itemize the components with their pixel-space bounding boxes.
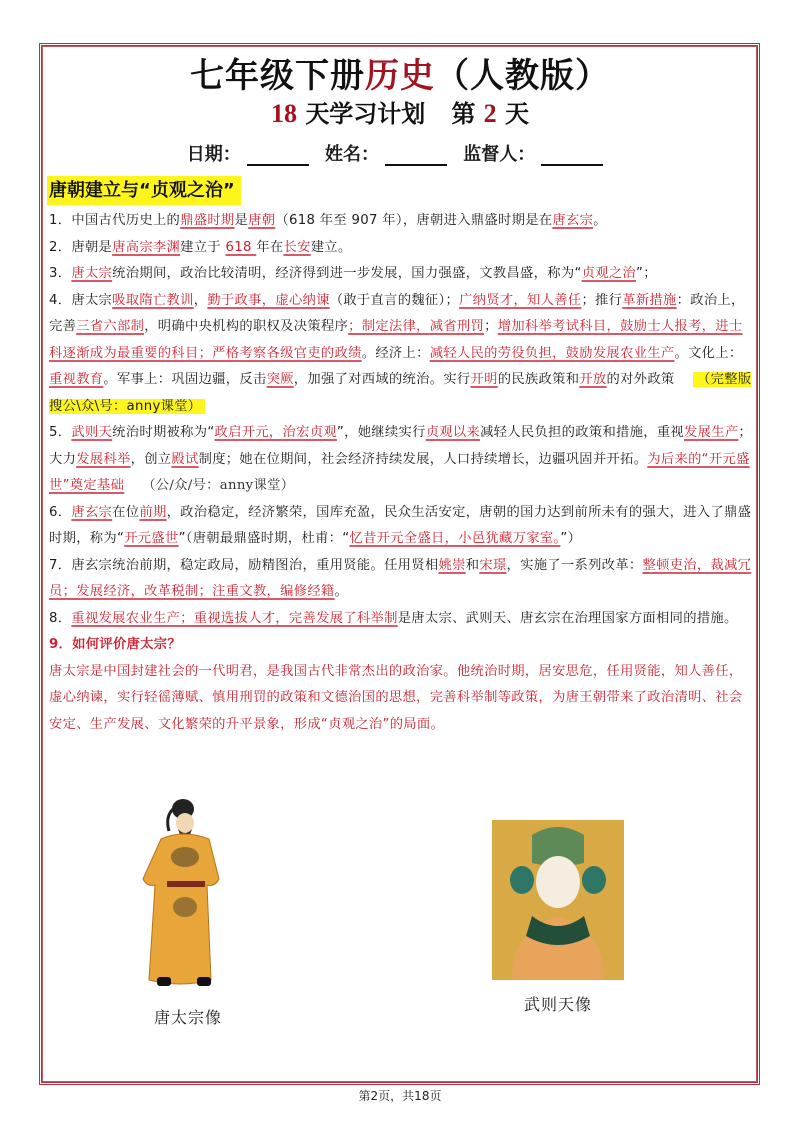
key-term: 618 xyxy=(225,239,257,255)
title-subject: 历史 xyxy=(365,56,435,96)
key-term: 重视教育 xyxy=(49,372,104,387)
key-term: 唐朝 xyxy=(248,213,276,228)
meta-line xyxy=(0,140,800,166)
item-8: 8．重视发展农业生产；重视选拔人才，完善发展了科举制是唐太宗、武则天、唐玄宗在治理国家方面相同的措施。 xyxy=(49,610,738,626)
key-term: 广纳贤才，知人善任 xyxy=(459,292,582,308)
key-term: 勤于政事，虚心纳谏 xyxy=(207,292,330,308)
key-term: 开放 xyxy=(579,372,607,387)
page-number: 第2页，共18页 xyxy=(358,1089,442,1103)
page-title xyxy=(0,48,800,97)
key-term: 突厥 xyxy=(266,372,294,387)
key-term: 长安 xyxy=(283,239,311,255)
key-term: 整顿吏治，裁减冗员；发展经济，改革税制；注重文教，编修经籍 xyxy=(49,557,752,599)
key-term: 发展生产 xyxy=(684,425,739,440)
key-term: 贞观之治 xyxy=(581,266,637,281)
supervisor-label: 监督人： xyxy=(463,144,536,165)
item-7: 7．唐玄宗统治前期，稳定政局，励精图治，重用贤能。任用贤相姚崇和宋璟，实施了一系列改革：整顿吏治，裁减冗员；发展经济，改革税制；注重文教，编修经籍。 xyxy=(49,557,752,599)
key-term: 为后来的“开元盛世”奠定基础 xyxy=(49,451,750,493)
key-term: 殿试 xyxy=(171,451,199,467)
day-prefix: 第 xyxy=(451,99,476,128)
caption-wuzetian: 武则天像 xyxy=(523,995,592,1014)
item-4: 4．唐太宗吸取隋亡教训，勤于政事，虚心纳谏（敢于直言的魏征）；广纳贤才，知人善任；推行革新措施：政治上，完善三省六部制，明确中央机构的职权及决策程序；制定法律，减省刑罚；增加科举考试科目，鼓励士人报考，进士科逐渐成为最重要的科目；严格考察各级官吏的政绩。经济上：减轻人民的劳役负担，鼓励发展农业生产。文化上：重视教育。军事上：巩固边疆，反击突厥，加强了对西域的统治。实行开明的民族政策和开放的对外政策 （完整版搜公\众\号：anny课堂） xyxy=(49,292,752,414)
date-field[interactable] xyxy=(247,148,309,166)
item-3: 3．唐太宗统治期间，政治比较清明，经济得到进一步发展，国力强盛，文教昌盛，称为“贞观之治”； xyxy=(49,266,657,281)
day-number: 2 xyxy=(483,99,497,128)
key-term: 贞观以来 xyxy=(425,425,481,440)
item-5: 5．武则天统治时期被称为“政启开元，治宏贞观”，她继续实行贞观以来减轻人民负担的政策和措施，重视发展生产；大力发展科举，创立殿试制度；她在位期间，社会经济持续发展，人口持续增长，边疆巩固并开拓。为后来的“开元盛世”奠定基础 （公/众/号：anny课堂） xyxy=(49,425,753,493)
date-label: 日期： xyxy=(186,144,241,165)
key-term: 武则天 xyxy=(71,425,113,440)
item-1: 1．中国古代历史上的鼎盛时期是唐朝（618 年至 907 年），唐朝进入鼎盛时期是在唐玄宗。 xyxy=(49,213,607,228)
day-suffix: 天 xyxy=(505,99,530,128)
title-grade: 七年级下册 xyxy=(190,56,365,96)
key-term: 减轻人民的劳役负担，鼓励发展农业生产 xyxy=(429,345,675,361)
title-edition: （人教版） xyxy=(435,56,610,96)
promo-note: （公/众/号：anny课堂） xyxy=(142,478,295,493)
key-term: 唐太宗 xyxy=(71,266,113,281)
figure-wuzetian xyxy=(492,820,624,1015)
key-term: 政启开元，治宏贞观 xyxy=(214,425,337,440)
section-title: 唐朝建立与“贞观之治” xyxy=(47,176,241,205)
key-term: 鼎盛时期 xyxy=(180,213,235,228)
key-term: 吸取隋亡教训 xyxy=(112,292,194,308)
key-term: 前期 xyxy=(139,504,167,520)
wu-zetian-portrait-icon xyxy=(492,820,624,980)
key-term: ；制定法律，减省刑罚 xyxy=(348,319,485,334)
name-field[interactable] xyxy=(385,148,447,166)
key-term: 唐高宗李渊 xyxy=(112,239,181,255)
answer-9: 唐太宗是中国封建社会的一代明君，是我国古代非常杰出的政治家。他统治时期，居安思危，任用贤能，知人善任，虚心纳谏，实行轻徭薄赋、慎用刑罚的政策和文德治国的思想，完善科举制等政策，为唐王朝带来了政治清明、社会安定、生产发展、文化繁荣的升平景象，形成“贞观之治”的局面。 xyxy=(49,663,743,732)
name-label: 姓名： xyxy=(325,144,379,165)
item-2: 2．唐朝是唐高宗李渊建立于 618 年在长安建立。 xyxy=(49,239,352,255)
key-term: 开明 xyxy=(470,372,498,387)
item-6: 6．唐玄宗在位前期，政治稳定，经济繁荣，国库充盈，民众生活安定，唐朝的国力达到前所未有的强大，进入了鼎盛时期，称为“开元盛世”（唐朝最鼎盛时期，杜甫：“忆昔开元全盛日，小邑犹藏万家室。”） xyxy=(49,504,752,546)
key-term: 开元盛世 xyxy=(124,531,179,546)
key-term: 宋璟 xyxy=(479,557,507,573)
promo-note-highlight: （完整版搜公\众\号：anny课堂） xyxy=(49,372,752,414)
plan-days: 18 xyxy=(270,99,297,128)
key-term: 革新措施 xyxy=(622,292,677,308)
tang-taizong-portrait-icon xyxy=(133,795,243,995)
key-term: 重视发展农业生产；重视选拔人才，完善发展了科举制 xyxy=(71,610,398,626)
plan-subtitle xyxy=(0,94,800,129)
key-term: 唐玄宗 xyxy=(552,213,594,228)
key-term: 忆昔开元全盛日，小邑犹藏万家室。 xyxy=(349,531,561,546)
supervisor-field[interactable] xyxy=(541,148,603,166)
key-term: 三省六部制 xyxy=(76,319,145,334)
figure-taizong xyxy=(118,795,258,1028)
question-9: 9．如何评价唐太宗？ xyxy=(49,637,181,652)
key-term: 姚崇 xyxy=(438,557,466,573)
plan-text: 天学习计划 xyxy=(305,99,426,128)
caption-taizong: 唐太宗像 xyxy=(153,1008,222,1027)
key-term: 增加科举考试科目，鼓励士人报考，进士科逐渐成为最重要的科目；严格考察各级官吏的政绩 xyxy=(49,319,743,361)
content-body xyxy=(49,208,754,738)
key-term: 唐玄宗 xyxy=(71,504,113,520)
key-term: 发展科举 xyxy=(76,451,131,467)
